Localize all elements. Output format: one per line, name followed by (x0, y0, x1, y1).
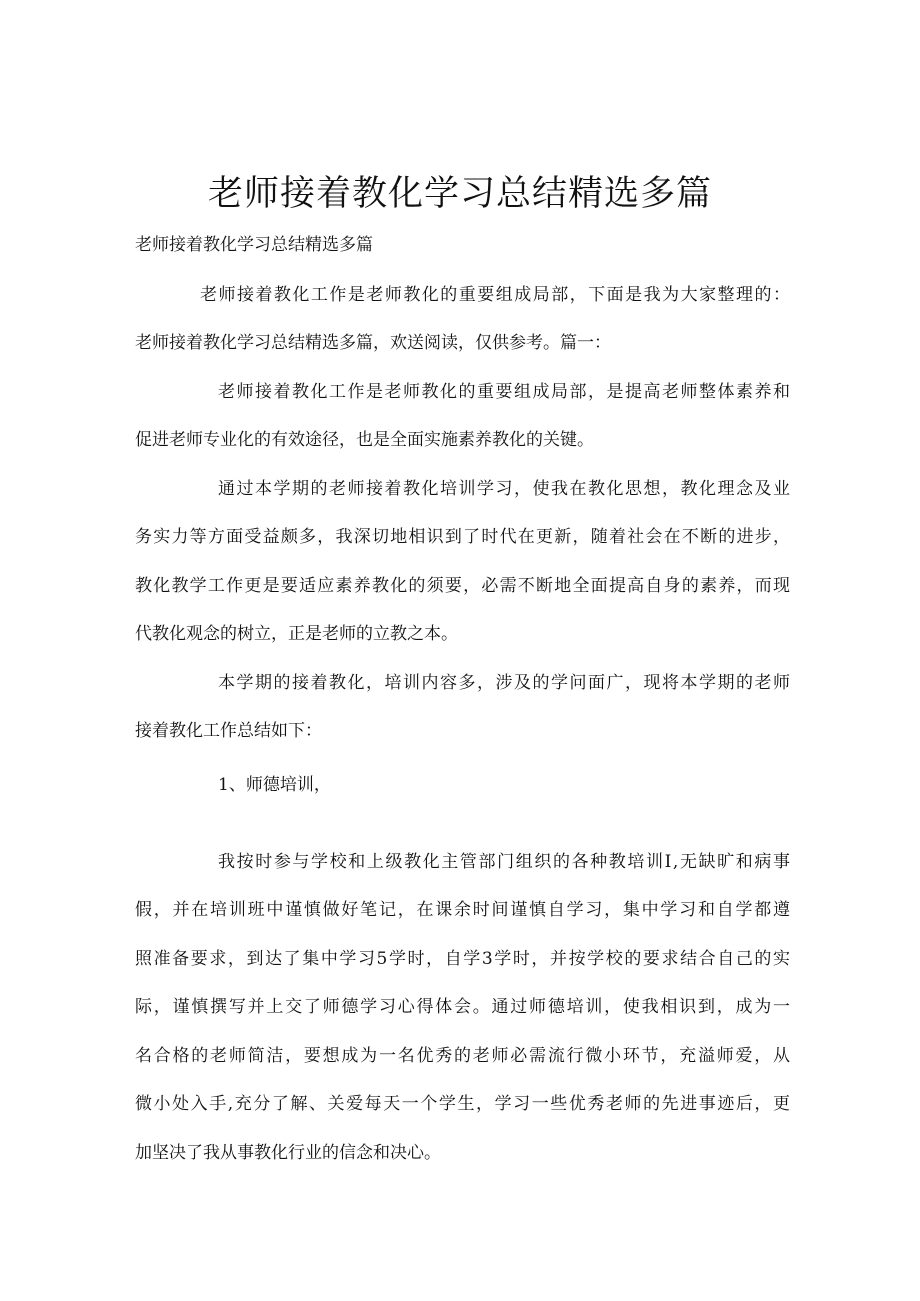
document-subtitle: 老师接着教化学习总结精选多篇 (135, 235, 373, 255)
document-title: 老师接着教化学习总结精选多篇 (207, 174, 712, 215)
paragraph-line: 假，并在培训班中谨慎做好笔记，在课余时间谨慎自学习，集中学习和自学都遵 (135, 900, 790, 920)
paragraph-line: 本学期的接着教化，培训内容多，涉及的学问面广，现将本学期的老师 (218, 673, 790, 693)
paragraph-line: 微小处入手,充分了解、关爱每天一个学生，学习一些优秀老师的先进事迹后，更 (135, 1094, 790, 1114)
paragraph-line: 照准备要求，到达了集中学习5学时，自学3学时，并按学校的要求结合自己的实 (135, 949, 790, 969)
paragraph-line: 务实力等方面受益颇多，我深切地相识到了时代在更新，随着社会在不断的进步， (135, 527, 790, 547)
paragraph-line: 加坚决了我从事教化行业的信念和决心。 (135, 1143, 441, 1163)
paragraph-line: 促进老师专业化的有效途径，也是全面实施素养教化的关键。 (135, 430, 594, 450)
section-heading: 1、师德培训， (218, 775, 331, 795)
paragraph-line: 老师接着教化工作是老师教化的重要组成局部，是提高老师整体素养和 (218, 382, 790, 402)
paragraph-line: 老师接着教化工作是老师教化的重要组成局部，下面是我为大家整理的： (200, 285, 790, 305)
paragraph-line: 通过本学期的老师接着教化培训学习，使我在教化思想，教化理念及业 (218, 479, 790, 499)
paragraph-line: 接着教化工作总结如下： (135, 721, 322, 741)
paragraph-line: 名合格的老师简洁，要想成为一名优秀的老师必需流行微小环节，充溢师爱，从 (135, 1046, 790, 1066)
paragraph-line: 我按时参与学校和上级教化主管部门组织的各种教培训Ⅰ,无缺旷和病事 (218, 852, 790, 872)
paragraph-line: 老师接着教化学习总结精选多篇，欢送阅读，仅供参考。篇一： (135, 333, 611, 353)
paragraph-line: 际，谨慎撰写并上交了师德学习心得体会。通过师德培训，使我相识到，成为一 (135, 997, 790, 1017)
paragraph-line: 代教化观念的树立，正是老师的立教之本。 (135, 624, 458, 644)
paragraph-line: 教化教学工作更是要适应素养教化的须要，必需不断地全面提高自身的素养，而现 (135, 576, 790, 596)
